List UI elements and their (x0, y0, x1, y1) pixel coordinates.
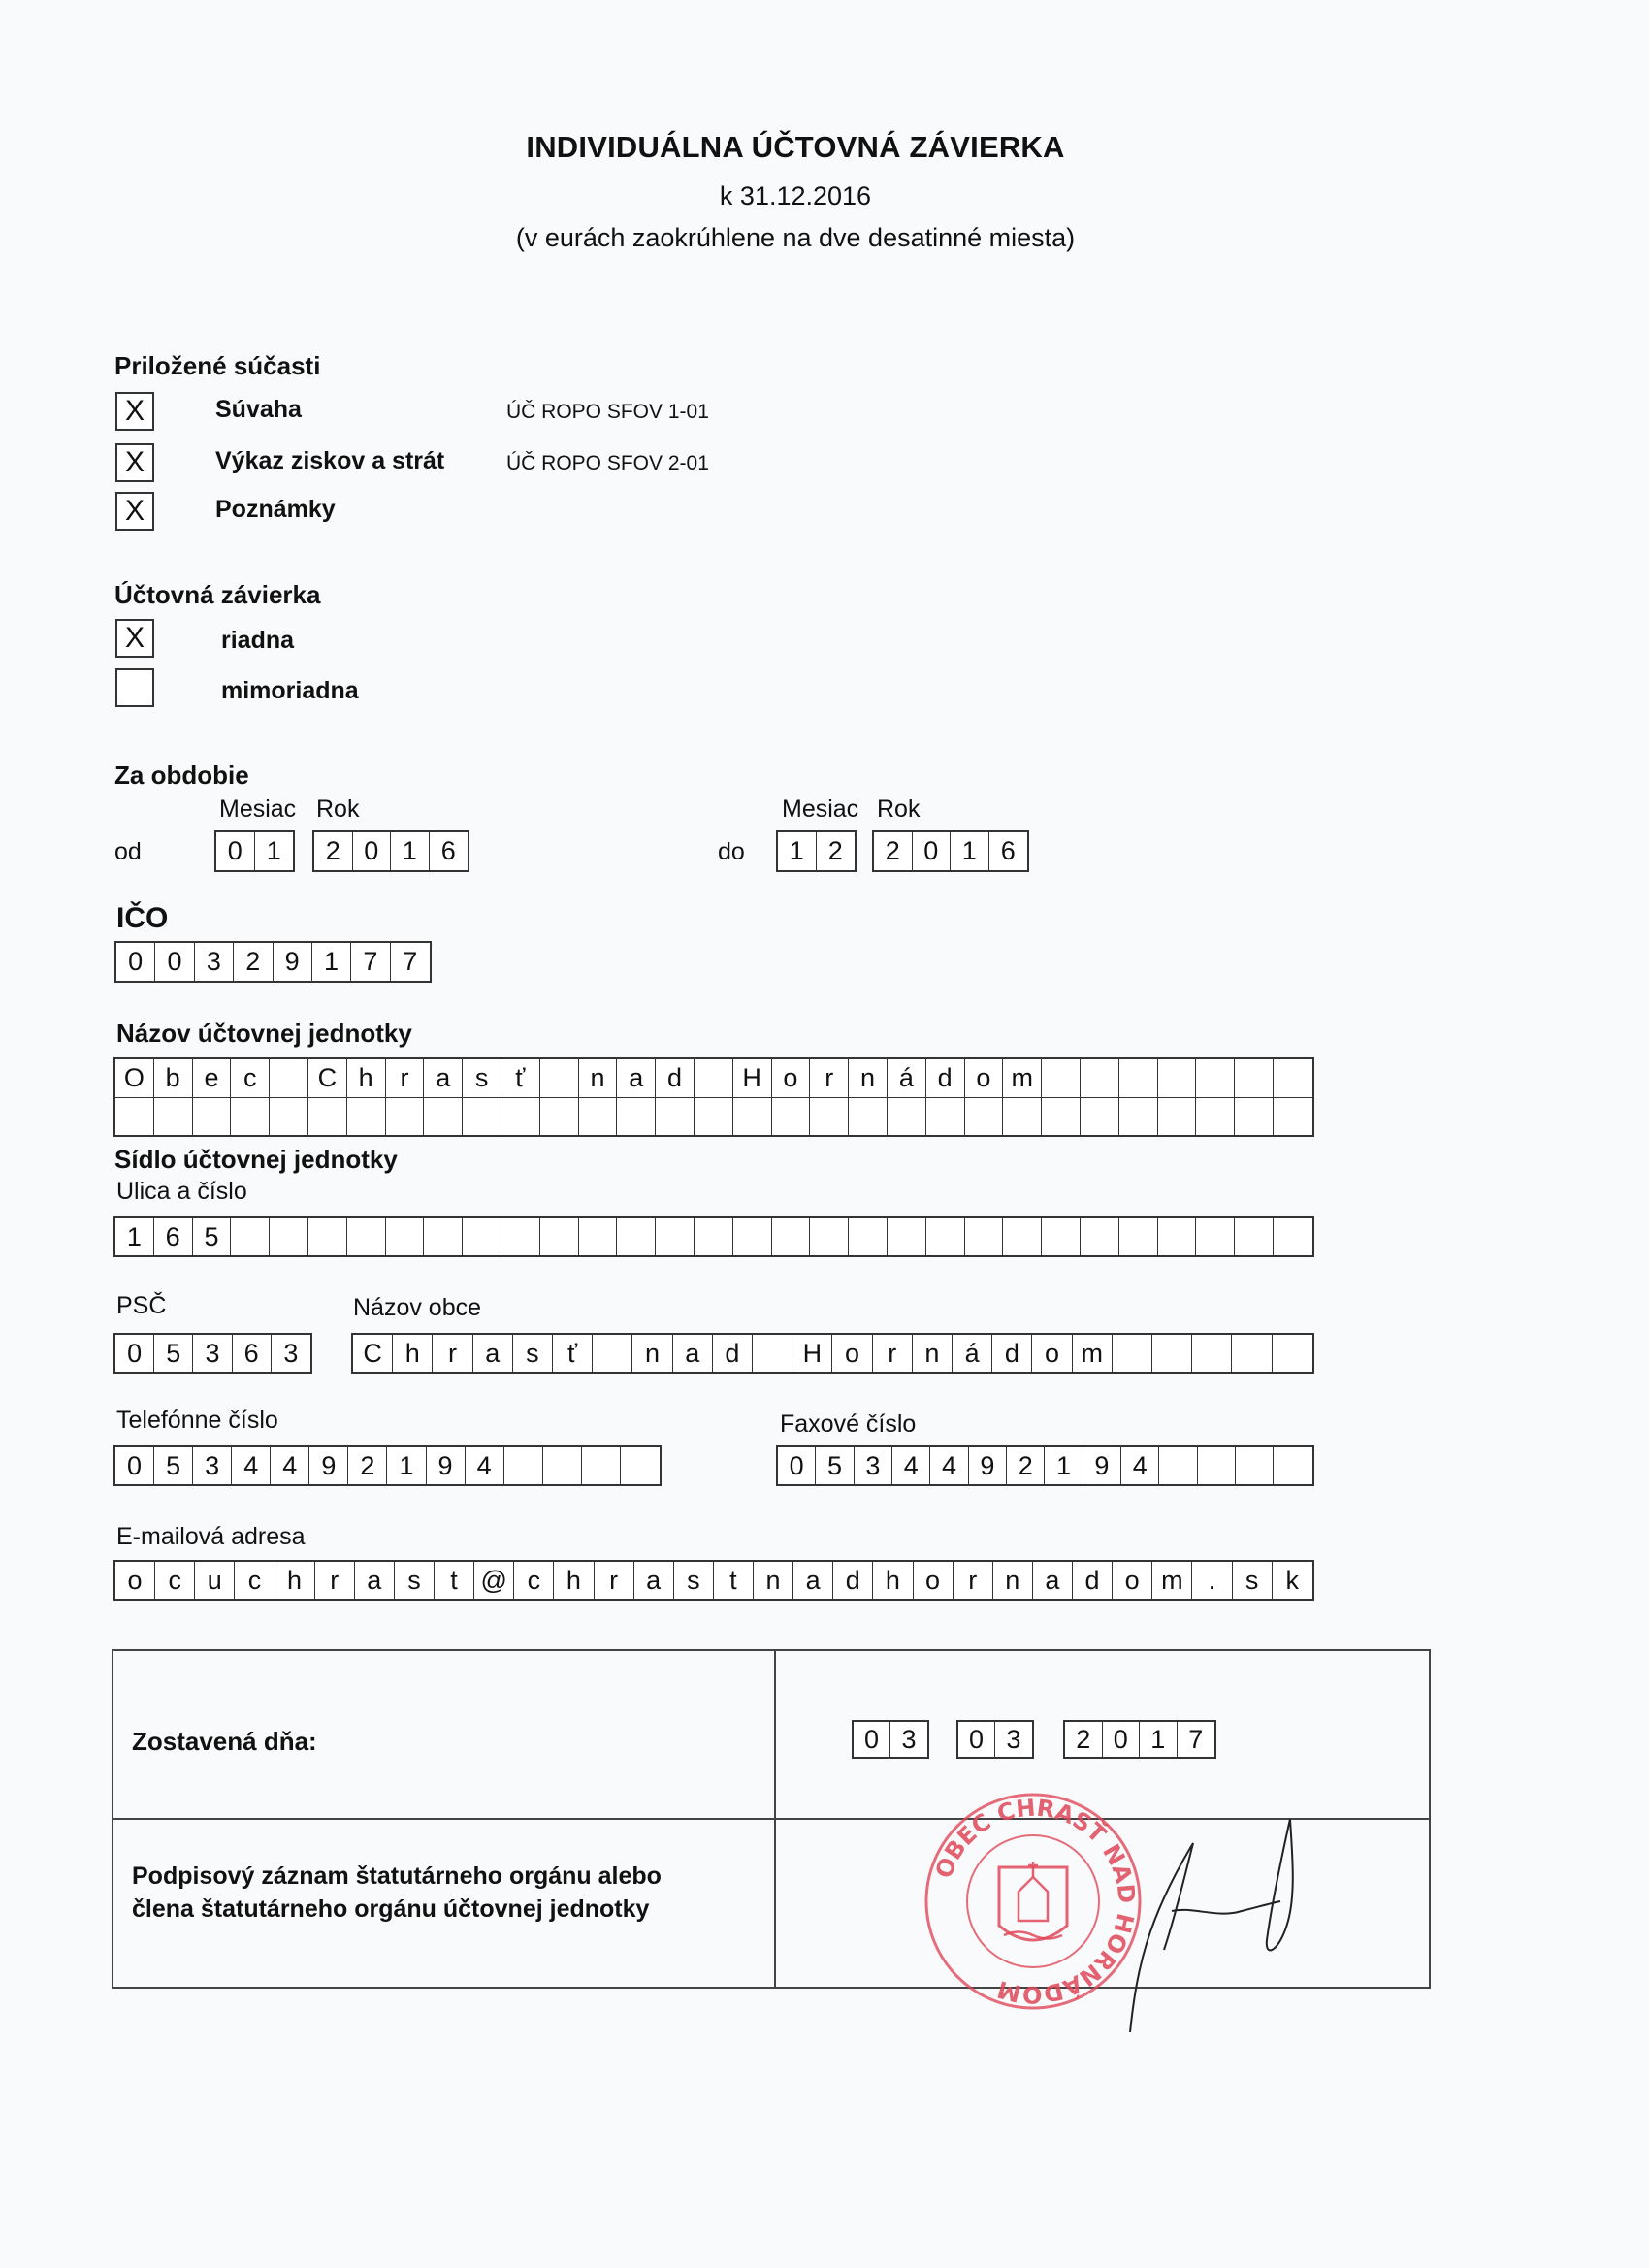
label-mimoriadna: mimoriadna (221, 677, 359, 704)
char-cell: 3 (855, 1447, 892, 1484)
from-month-field[interactable] (214, 830, 295, 872)
char-cell: @ (474, 1562, 514, 1599)
char-cell: n (913, 1335, 953, 1372)
units-line: (v eurách zaokrúhlene na dve desatinné miesta) (515, 223, 1076, 252)
from-label: od (114, 838, 142, 865)
char-cell: c (235, 1562, 275, 1599)
char-cell: c (231, 1059, 270, 1097)
char-cell (1196, 1218, 1235, 1255)
char-cell: r (595, 1562, 634, 1599)
char-cell: 0 (353, 832, 392, 870)
char-cell (1081, 1098, 1119, 1135)
char-cell: 4 (930, 1447, 968, 1484)
char-cell: 2 (348, 1447, 387, 1484)
char-cell (926, 1098, 965, 1135)
char-cell: 4 (892, 1447, 930, 1484)
char-cell (772, 1218, 811, 1255)
from-year-label: Rok (316, 795, 360, 823)
char-cell (1158, 1098, 1197, 1135)
char-cell (695, 1098, 733, 1135)
char-cell: a (355, 1562, 395, 1599)
char-cell (1119, 1098, 1158, 1135)
fax-label: Faxové číslo (780, 1410, 917, 1438)
char-cell: á (953, 1335, 992, 1372)
char-cell: d (713, 1335, 753, 1372)
char-cell: C (308, 1059, 347, 1097)
char-cell (1273, 1335, 1312, 1372)
psc-field[interactable] (113, 1333, 312, 1374)
char-cell (1119, 1059, 1158, 1097)
phone-field[interactable] (113, 1445, 662, 1486)
city-field[interactable] (351, 1333, 1314, 1374)
compiled-month-field[interactable] (956, 1720, 1034, 1759)
code-vykaz: ÚČ ROPO SFOV 2-01 (506, 452, 709, 474)
street-field[interactable] (113, 1216, 1314, 1257)
char-cell: 2 (1007, 1447, 1045, 1484)
char-cell (579, 1218, 618, 1255)
char-cell: s (463, 1059, 501, 1097)
char-cell: o (1032, 1335, 1072, 1372)
char-cell (1235, 1218, 1274, 1255)
char-cell: 3 (901, 1724, 917, 1754)
char-cell (193, 1098, 232, 1135)
char-cell (501, 1098, 540, 1135)
char-cell (965, 1098, 1004, 1135)
char-cell: u (195, 1562, 235, 1599)
char-cell: s (513, 1335, 553, 1372)
char-cell: h (393, 1335, 433, 1372)
char-cell: r (873, 1335, 913, 1372)
char-cell (1003, 1098, 1042, 1135)
from-year-field[interactable] (312, 830, 469, 872)
char-cell (270, 1098, 308, 1135)
char-cell (424, 1218, 463, 1255)
char-cell (733, 1098, 772, 1135)
char-cell: 0 (155, 943, 194, 981)
char-cell: 1 (312, 943, 351, 981)
char-cell (504, 1447, 543, 1484)
char-cell: s (395, 1562, 435, 1599)
email-label: E-mailová adresa (116, 1523, 306, 1550)
char-cell: 4 (466, 1447, 504, 1484)
char-cell (386, 1098, 425, 1135)
char-cell: 3 (1006, 1724, 1021, 1754)
char-cell: 5 (193, 1218, 232, 1255)
char-cell: m (1073, 1335, 1113, 1372)
char-cell: 0 (115, 1447, 154, 1484)
ico-heading: IČO (116, 902, 169, 934)
char-cell: 6 (440, 836, 456, 865)
checkbox-mimoriadna[interactable] (115, 668, 154, 707)
char-cell (593, 1335, 632, 1372)
char-cell: n (754, 1562, 793, 1599)
char-cell (308, 1218, 347, 1255)
char-cell: n (632, 1335, 672, 1372)
char-cell: 9 (427, 1447, 466, 1484)
char-cell (926, 1218, 965, 1255)
char-cell (270, 1059, 308, 1097)
char-cell (888, 1098, 926, 1135)
char-cell (621, 1447, 660, 1484)
char-cell (1192, 1335, 1232, 1372)
char-cell (1042, 1059, 1081, 1097)
char-cell: d (1073, 1562, 1113, 1599)
unit-name-heading: Názov účtovnej jednotky (116, 1019, 412, 1048)
char-cell: ť (501, 1059, 540, 1097)
char-cell (695, 1059, 733, 1097)
char-cell (656, 1218, 695, 1255)
char-cell (579, 1098, 618, 1135)
char-cell: 5 (154, 1335, 193, 1372)
page-title: INDIVIDUÁLNA ÚČTOVNÁ ZÁVIERKA (526, 130, 1065, 164)
char-cell: O (115, 1059, 154, 1097)
char-cell (1158, 1218, 1197, 1255)
char-cell (540, 1059, 579, 1097)
checkbox-vykaz[interactable]: X (115, 443, 154, 482)
char-cell: e (193, 1059, 232, 1097)
char-cell (308, 1098, 347, 1135)
char-cell (617, 1098, 656, 1135)
char-cell (888, 1218, 926, 1255)
char-cell: h (275, 1562, 315, 1599)
ico-field[interactable] (114, 941, 432, 983)
char-cell: a (1033, 1562, 1073, 1599)
char-cell (1235, 1059, 1274, 1097)
char-cell: 5 (816, 1447, 854, 1484)
char-cell: 6 (233, 1335, 272, 1372)
char-cell: 2 (314, 832, 353, 870)
char-cell: t (714, 1562, 754, 1599)
char-cell: 9 (274, 943, 312, 981)
address-heading: Sídlo účtovnej jednotky (114, 1145, 398, 1174)
char-cell: a (473, 1335, 513, 1372)
compiled-label: Zostavená dňa: (132, 1727, 317, 1756)
checkbox-riadna[interactable]: X (115, 619, 154, 658)
char-cell: h (873, 1562, 913, 1599)
char-cell (1003, 1218, 1042, 1255)
char-cell: r (954, 1562, 993, 1599)
unit-name-field[interactable] (113, 1057, 1314, 1137)
label-poznamky: Poznámky (215, 496, 336, 523)
char-cell: h (554, 1562, 594, 1599)
char-cell (231, 1218, 270, 1255)
char-cell (1196, 1059, 1235, 1097)
char-cell: d (926, 1059, 965, 1097)
char-cell: n (579, 1059, 618, 1097)
char-cell (733, 1218, 772, 1255)
to-year-label: Rok (877, 795, 921, 823)
char-cell (540, 1098, 579, 1135)
char-cell: o (832, 1335, 872, 1372)
char-cell: t (435, 1562, 474, 1599)
char-cell: á (888, 1059, 926, 1097)
char-cell (656, 1098, 695, 1135)
char-cell: r (810, 1059, 849, 1097)
char-cell (582, 1447, 621, 1484)
char-cell: c (155, 1562, 195, 1599)
char-cell: r (386, 1059, 425, 1097)
char-cell (1081, 1059, 1119, 1097)
char-cell: 9 (309, 1447, 348, 1484)
char-cell (270, 1218, 308, 1255)
char-cell: 1 (391, 832, 430, 870)
char-cell: n (849, 1059, 888, 1097)
date-line: k 31.12.2016 (719, 181, 872, 211)
char-cell (540, 1218, 579, 1255)
compiled-day-field[interactable] (852, 1720, 929, 1759)
table-divider-vertical (774, 1649, 776, 1989)
char-cell: a (424, 1059, 463, 1097)
char-cell: 1 (387, 1447, 426, 1484)
char-cell (1113, 1335, 1152, 1372)
char-cell: 2 (234, 943, 273, 981)
char-cell: 6 (1000, 836, 1016, 865)
char-cell: o (772, 1059, 811, 1097)
char-cell: a (673, 1335, 713, 1372)
char-cell: 1 (266, 836, 281, 865)
label-suvaha: Súvaha (215, 396, 302, 423)
attached-heading: Priložené súčasti (114, 351, 321, 380)
char-cell (463, 1098, 501, 1135)
psc-label: PSČ (116, 1292, 167, 1319)
char-cell (695, 1218, 733, 1255)
to-month-label: Mesiac (782, 795, 859, 823)
char-cell: H (733, 1059, 772, 1097)
char-cell: 3 (193, 1335, 232, 1372)
char-cell (501, 1218, 540, 1255)
char-cell (543, 1447, 582, 1484)
period-heading: Za obdobie (114, 761, 249, 790)
to-year-field[interactable] (872, 830, 1029, 872)
char-cell: o (1113, 1562, 1152, 1599)
to-month-field[interactable] (776, 830, 857, 872)
handwritten-signature (1125, 1814, 1339, 2037)
char-cell: 1 (115, 1218, 154, 1255)
char-cell: d (833, 1562, 873, 1599)
char-cell (810, 1218, 849, 1255)
char-cell: 1 (951, 832, 989, 870)
char-cell: 7 (351, 943, 390, 981)
email-field[interactable] (113, 1560, 1314, 1601)
fax-field[interactable] (776, 1445, 1314, 1486)
statement-type-heading: Účtovná závierka (114, 580, 321, 609)
char-cell (1235, 1098, 1274, 1135)
char-cell (115, 1098, 154, 1135)
char-cell: 0 (116, 943, 155, 981)
char-cell (1042, 1098, 1081, 1135)
char-cell: C (353, 1335, 393, 1372)
char-cell: d (656, 1059, 695, 1097)
char-cell: . (1192, 1562, 1232, 1599)
char-cell: 0 (115, 1335, 154, 1372)
char-cell: 2 (874, 832, 913, 870)
char-cell: n (993, 1562, 1033, 1599)
char-cell: a (793, 1562, 833, 1599)
char-cell (1274, 1447, 1311, 1484)
char-cell: 1 (1140, 1722, 1178, 1757)
char-cell (810, 1098, 849, 1135)
char-cell (347, 1098, 386, 1135)
char-cell: 0 (778, 1447, 816, 1484)
char-cell (772, 1098, 811, 1135)
char-cell: s (1233, 1562, 1273, 1599)
char-cell (463, 1218, 501, 1255)
char-cell (1196, 1098, 1235, 1135)
city-label: Názov obce (353, 1294, 482, 1321)
char-cell: 0 (216, 832, 255, 870)
char-cell: 4 (232, 1447, 271, 1484)
char-cell (1159, 1447, 1197, 1484)
char-cell: 7 (1188, 1724, 1204, 1754)
char-cell: m (1003, 1059, 1042, 1097)
char-cell (617, 1218, 656, 1255)
char-cell: 2 (1065, 1722, 1103, 1757)
char-cell: b (154, 1059, 193, 1097)
char-cell: 0 (854, 1722, 890, 1757)
char-cell (1236, 1447, 1274, 1484)
char-cell: 9 (969, 1447, 1007, 1484)
char-cell: o (115, 1562, 155, 1599)
svg-text:OBEC CHRASŤ NAD HORNÁDOM: OBEC CHRASŤ NAD HORNÁDOM (929, 1794, 1141, 2009)
signature-label-line1: Podpisový záznam štatutárneho orgánu alebo (132, 1863, 662, 1890)
char-cell: r (433, 1335, 472, 1372)
checkbox-poznamky[interactable]: X (115, 492, 154, 531)
char-cell (849, 1218, 888, 1255)
char-cell (386, 1218, 425, 1255)
char-cell: 1 (1045, 1447, 1083, 1484)
char-cell: o (965, 1059, 1004, 1097)
char-cell: a (634, 1562, 674, 1599)
char-cell (424, 1098, 463, 1135)
char-cell: 3 (193, 1447, 232, 1484)
checkbox-suvaha[interactable]: X (115, 392, 154, 431)
char-cell: 4 (1121, 1447, 1159, 1484)
char-cell: 0 (1103, 1722, 1141, 1757)
char-cell (154, 1098, 193, 1135)
char-cell: 6 (154, 1218, 193, 1255)
char-cell: m (1152, 1562, 1192, 1599)
char-cell: 0 (958, 1722, 995, 1757)
to-label: do (718, 838, 745, 865)
char-cell (1152, 1335, 1192, 1372)
char-cell (849, 1098, 888, 1135)
label-vykaz: Výkaz ziskov a strát (215, 447, 445, 474)
char-cell (1042, 1218, 1081, 1255)
signature-label-line2: člena štatutárneho orgánu účtovnej jednotky (132, 1895, 650, 1923)
char-cell (1119, 1218, 1158, 1255)
char-cell (965, 1218, 1004, 1255)
char-cell (1198, 1447, 1236, 1484)
char-cell: 9 (1083, 1447, 1121, 1484)
char-cell: H (792, 1335, 832, 1372)
char-cell: 7 (403, 947, 418, 976)
char-cell (1274, 1098, 1312, 1135)
char-cell: o (914, 1562, 954, 1599)
street-label: Ulica a číslo (116, 1178, 247, 1205)
char-cell (753, 1335, 792, 1372)
char-cell: k (1285, 1565, 1299, 1595)
char-cell (1158, 1059, 1197, 1097)
char-cell: 0 (913, 832, 952, 870)
char-cell: d (992, 1335, 1032, 1372)
label-riadna: riadna (221, 627, 295, 654)
char-cell (1081, 1218, 1119, 1255)
char-cell: 5 (154, 1447, 193, 1484)
char-cell (1232, 1335, 1272, 1372)
char-cell: 2 (827, 836, 843, 865)
municipality-stamp (922, 1790, 1145, 2013)
char-cell (1274, 1218, 1312, 1255)
char-cell: r (315, 1562, 355, 1599)
char-cell: s (674, 1562, 714, 1599)
char-cell: c (514, 1562, 554, 1599)
phone-label: Telefónne číslo (116, 1407, 278, 1434)
char-cell: 4 (271, 1447, 309, 1484)
char-cell: h (347, 1059, 386, 1097)
code-suvaha: ÚČ ROPO SFOV 1-01 (506, 401, 709, 423)
char-cell: a (617, 1059, 656, 1097)
char-cell: 3 (195, 943, 234, 981)
compiled-year-field[interactable] (1063, 1720, 1216, 1759)
char-cell: 3 (283, 1338, 299, 1368)
char-cell: ť (553, 1335, 593, 1372)
char-cell: 1 (778, 832, 817, 870)
from-month-label: Mesiac (219, 795, 297, 823)
char-cell (347, 1218, 386, 1255)
char-cell (231, 1098, 270, 1135)
char-cell (1274, 1059, 1312, 1097)
